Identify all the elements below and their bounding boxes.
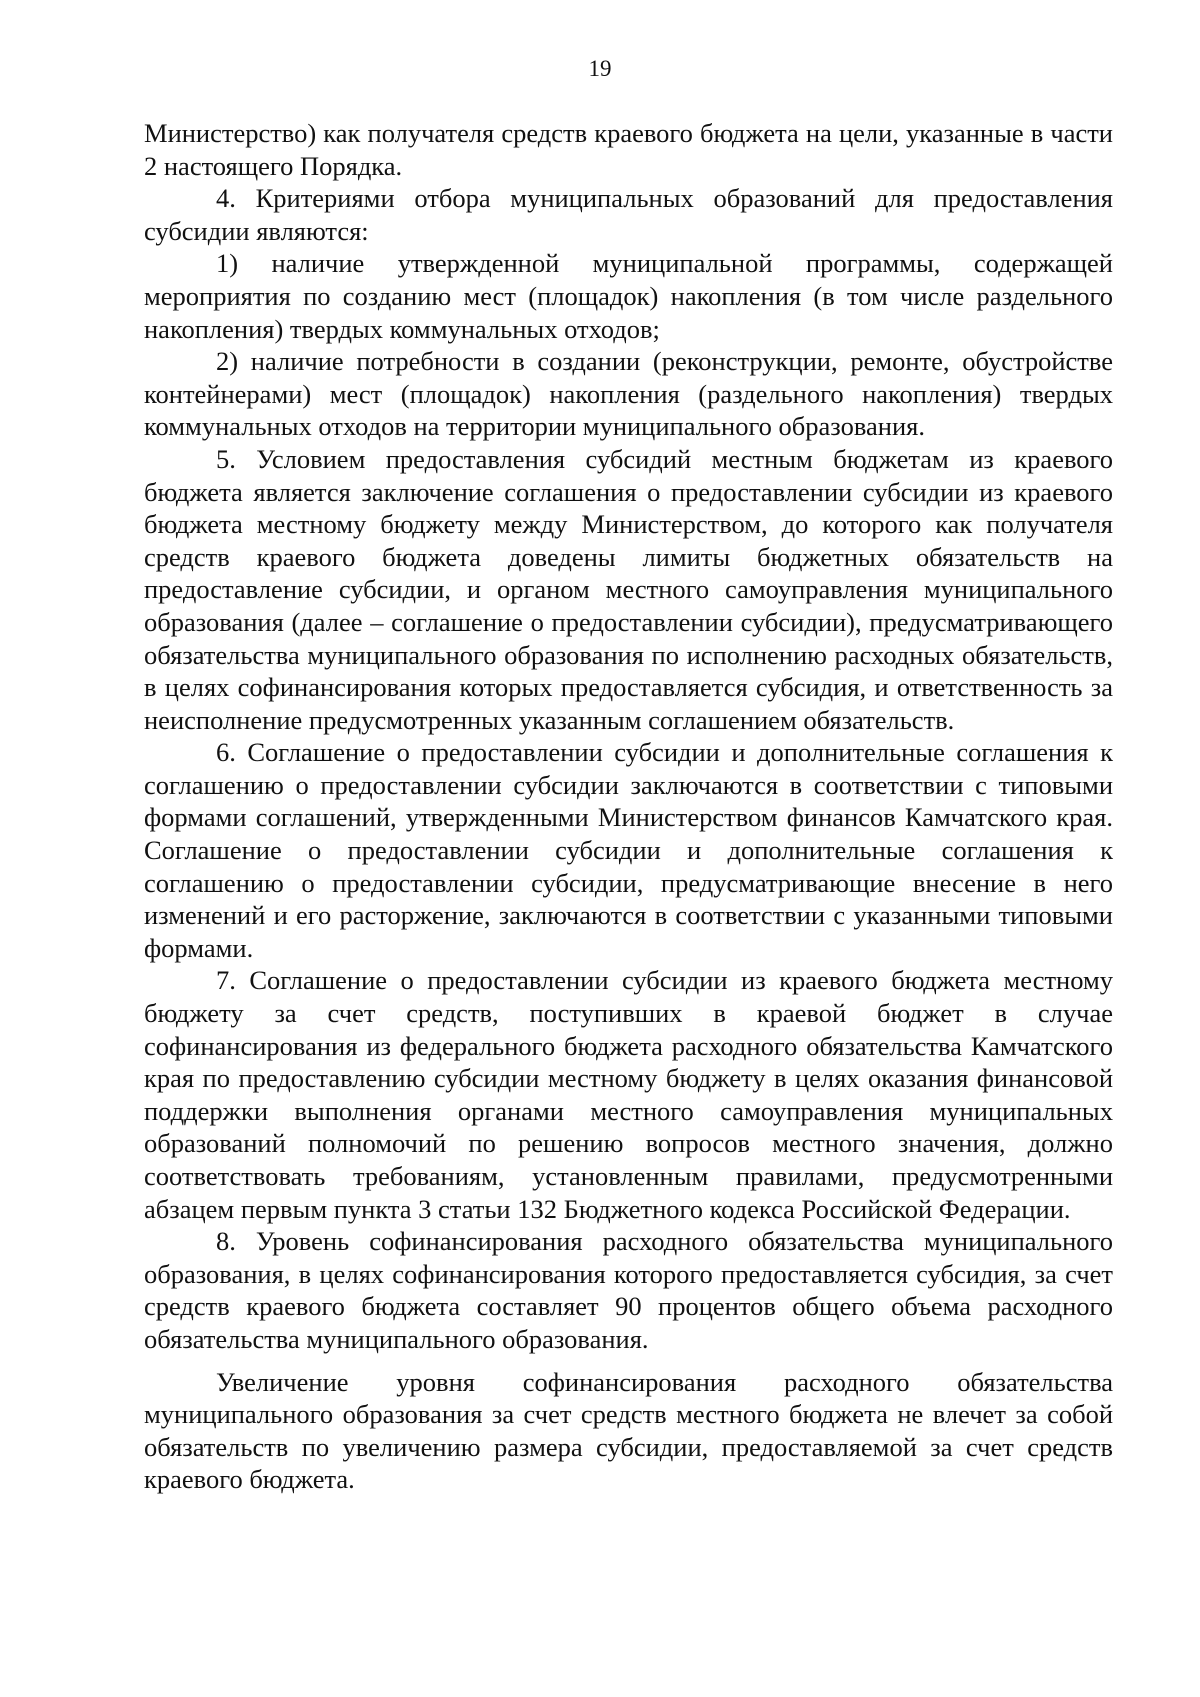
paragraph-subitem-1: 1) наличие утвержденной муниципальной программы, содержащей мероприятия по созданию мест (площадок) накопления (в том числе раздельного накопления) твердых коммунальных отходов;: [144, 248, 1113, 344]
paragraph-item-8: 8. Уровень софинансирования расходного обязательства муниципального образования, в целях софинансирования которого предоставляется субсидия, за счет средств краевого бюджета составляет 90 процентов общего объема расходного обязательства муниципального образования.: [144, 1226, 1113, 1354]
paragraph-subitem-2: 2) наличие потребности в создании (реконструкции, ремонте, обустройстве контейнерами) мест (площадок) накопления (раздельного накопления) твердых коммунальных отходов на территории муниципального образования.: [144, 346, 1113, 442]
paragraph-item-7: 7. Соглашение о предоставлении субсидии из краевого бюджета местному бюджету за счет средств, поступивших в краевой бюджет в случае софинансирования из федерального бюджета расходного обязательства Камчатского края по предоставлению субсидии местному бюджету в целях оказания финансовой поддержки выполнения органами местного самоуправления муниципальных образований полномочий по решению вопросов местного значения, должно соответствовать требованиям, установленным правилами, предусмотренными абзацем первым пункта 3 статьи 132 Бюджетного кодекса Российской Федерации.: [144, 965, 1113, 1224]
page-number: 19: [588, 56, 612, 81]
paragraph-item-8-continuation: Увеличение уровня софинансирования расходного обязательства муниципального образования за счет средств местного бюджета не влечет за собой обязательств по увеличению размера субсидии, предоставляемой за счет средств краевого бюджета.: [144, 1366, 1113, 1495]
paragraph-continuation: Министерство) как получателя средств краевого бюджета на цели, указанные в части 2 настоящего Порядка.: [144, 118, 1113, 181]
paragraph-item-5: 5. Условием предоставления субсидий местным бюджетам из краевого бюджета является заключение соглашения о предоставлении субсидии из краевого бюджета местному бюджету между Министерством, до которого как получателя средств краевого бюджета доведены лимиты бюджетных обязательств на предоставление субсидии, и органом местного самоуправления муниципального образования (далее – соглашение о предоставлении субсидии), предусматривающего обязательства муниципального образования по исполнению расходных обязательств, в целях софинансирования которых предоставляется субсидия, и ответственность за неисполнение предусмотренных указанным соглашением обязательств.: [144, 443, 1113, 735]
paragraph-item-6: 6. Соглашение о предоставлении субсидии и дополнительные соглашения к соглашению о предоставлении субсидии заключаются в соответствии с типовыми формами соглашений, утвержденными Министерством финансов Камчатского края. Соглашение о предоставлении субсидии и дополнительные соглашения к соглашению о предоставлении субсидии, предусматривающие внесение в него изменений и его расторжение, заключаются в соответствии с указанными типовыми формами.: [144, 737, 1113, 963]
paragraph-item-4: 4. Критериями отбора муниципальных образований для предоставления субсидии являются:: [144, 183, 1113, 246]
document-body: [144, 117, 1113, 1496]
